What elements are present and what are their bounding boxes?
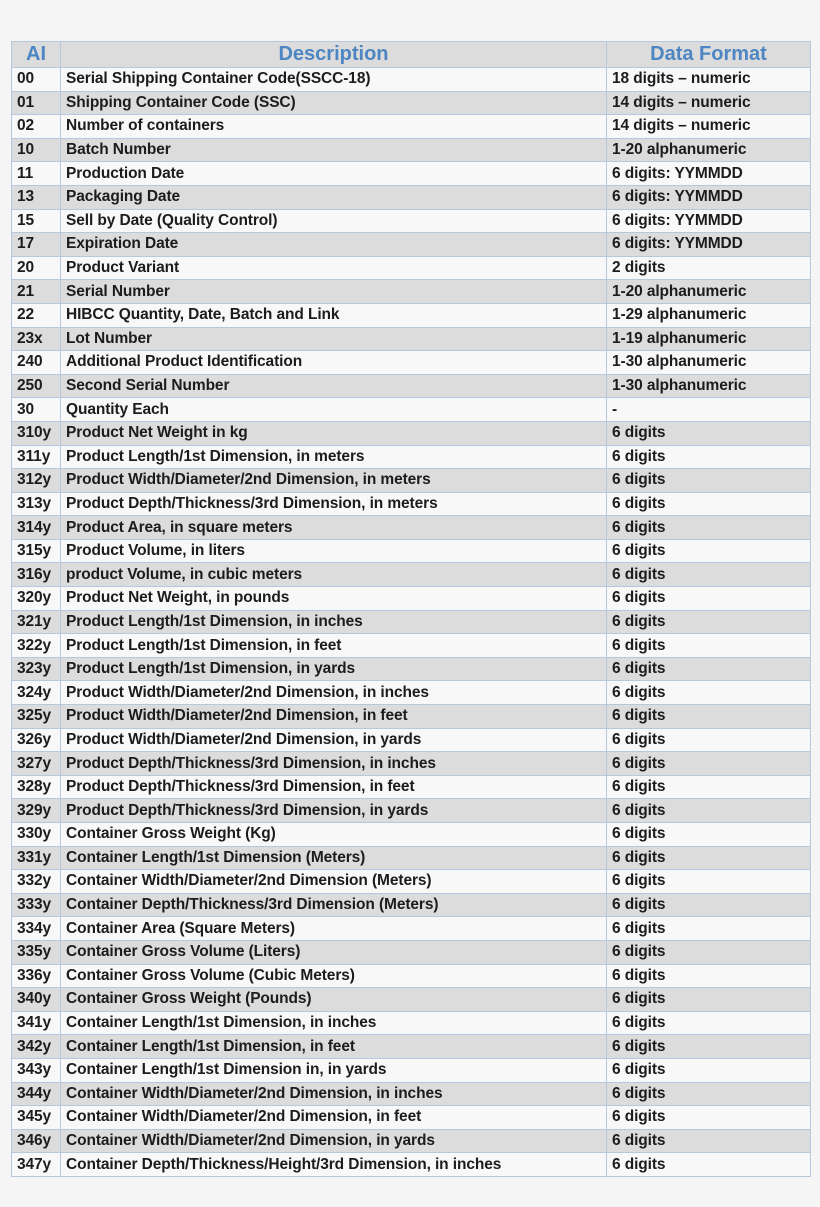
table-row bbox=[12, 1106, 811, 1130]
cell-data-format: 6 digits bbox=[607, 657, 811, 681]
cell-description: Container Length/1st Dimension, in inches bbox=[61, 1011, 607, 1035]
cell-data-format: 6 digits bbox=[607, 1035, 811, 1059]
cell-ai: 327y bbox=[12, 752, 61, 776]
header-description: Description bbox=[61, 42, 607, 68]
cell-data-format: 1-30 alphanumeric bbox=[607, 374, 811, 398]
table-row bbox=[12, 657, 811, 681]
cell-ai: 312y bbox=[12, 469, 61, 493]
cell-description: Container Length/1st Dimension, in feet bbox=[61, 1035, 607, 1059]
cell-data-format: 6 digits bbox=[607, 469, 811, 493]
table-row bbox=[12, 846, 811, 870]
cell-description: Product Width/Diameter/2nd Dimension, in yards bbox=[61, 728, 607, 752]
cell-data-format: 1-19 alphanumeric bbox=[607, 327, 811, 351]
cell-ai: 330y bbox=[12, 823, 61, 847]
cell-description: Container Gross Volume (Cubic Meters) bbox=[61, 964, 607, 988]
cell-data-format: 6 digits bbox=[607, 421, 811, 445]
cell-ai: 343y bbox=[12, 1058, 61, 1082]
cell-ai: 15 bbox=[12, 209, 61, 233]
table-row bbox=[12, 516, 811, 540]
table-row bbox=[12, 233, 811, 257]
table-row bbox=[12, 610, 811, 634]
cell-data-format: 6 digits: YYMMDD bbox=[607, 233, 811, 257]
table-row bbox=[12, 138, 811, 162]
cell-description: Lot Number bbox=[61, 327, 607, 351]
table-header-row bbox=[12, 42, 811, 68]
cell-ai: 21 bbox=[12, 280, 61, 304]
cell-description: product Volume, in cubic meters bbox=[61, 563, 607, 587]
cell-description: Product Width/Diameter/2nd Dimension, in inches bbox=[61, 681, 607, 705]
table-body bbox=[12, 68, 811, 1177]
cell-data-format: 1-20 alphanumeric bbox=[607, 280, 811, 304]
cell-data-format: 6 digits bbox=[607, 1129, 811, 1153]
cell-ai: 340y bbox=[12, 988, 61, 1012]
cell-data-format: 6 digits bbox=[607, 940, 811, 964]
cell-ai: 321y bbox=[12, 610, 61, 634]
cell-data-format: 6 digits bbox=[607, 775, 811, 799]
cell-data-format: 6 digits bbox=[607, 988, 811, 1012]
cell-data-format: 6 digits bbox=[607, 1058, 811, 1082]
cell-description: Container Width/Diameter/2nd Dimension, in yards bbox=[61, 1129, 607, 1153]
cell-ai: 325y bbox=[12, 705, 61, 729]
cell-ai: 335y bbox=[12, 940, 61, 964]
header-data-format: Data Format bbox=[607, 42, 811, 68]
cell-data-format: 6 digits bbox=[607, 705, 811, 729]
cell-description: Container Gross Volume (Liters) bbox=[61, 940, 607, 964]
cell-data-format: 1-20 alphanumeric bbox=[607, 138, 811, 162]
cell-data-format: - bbox=[607, 398, 811, 422]
table-row bbox=[12, 374, 811, 398]
table-row bbox=[12, 1082, 811, 1106]
table-row bbox=[12, 398, 811, 422]
cell-ai: 347y bbox=[12, 1153, 61, 1177]
cell-description: Product Variant bbox=[61, 256, 607, 280]
table-row bbox=[12, 1058, 811, 1082]
cell-ai: 310y bbox=[12, 421, 61, 445]
table-row bbox=[12, 940, 811, 964]
cell-data-format: 6 digits: YYMMDD bbox=[607, 209, 811, 233]
table-row bbox=[12, 1129, 811, 1153]
cell-ai: 323y bbox=[12, 657, 61, 681]
table-row bbox=[12, 1153, 811, 1177]
cell-description: Product Length/1st Dimension, in meters bbox=[61, 445, 607, 469]
cell-description: Product Length/1st Dimension, in inches bbox=[61, 610, 607, 634]
table-row bbox=[12, 775, 811, 799]
table-row bbox=[12, 445, 811, 469]
cell-description: Container Width/Diameter/2nd Dimension, in inches bbox=[61, 1082, 607, 1106]
cell-description: Product Depth/Thickness/3rd Dimension, in inches bbox=[61, 752, 607, 776]
table-row bbox=[12, 327, 811, 351]
table-row bbox=[12, 185, 811, 209]
cell-description: Sell by Date (Quality Control) bbox=[61, 209, 607, 233]
cell-ai: 10 bbox=[12, 138, 61, 162]
cell-ai: 30 bbox=[12, 398, 61, 422]
table-row bbox=[12, 91, 811, 115]
table-row bbox=[12, 705, 811, 729]
cell-data-format: 6 digits bbox=[607, 870, 811, 894]
table-row bbox=[12, 634, 811, 658]
cell-ai: 336y bbox=[12, 964, 61, 988]
header-ai: AI bbox=[12, 42, 61, 68]
cell-ai: 324y bbox=[12, 681, 61, 705]
cell-description: Product Width/Diameter/2nd Dimension, in meters bbox=[61, 469, 607, 493]
cell-ai: 322y bbox=[12, 634, 61, 658]
table-row bbox=[12, 115, 811, 139]
cell-description: Second Serial Number bbox=[61, 374, 607, 398]
cell-description: Production Date bbox=[61, 162, 607, 186]
table-row bbox=[12, 539, 811, 563]
cell-description: Product Length/1st Dimension, in yards bbox=[61, 657, 607, 681]
cell-description: Shipping Container Code (SSC) bbox=[61, 91, 607, 115]
cell-ai: 00 bbox=[12, 68, 61, 92]
cell-data-format: 6 digits bbox=[607, 1082, 811, 1106]
cell-description: Container Length/1st Dimension in, in yards bbox=[61, 1058, 607, 1082]
table-row bbox=[12, 728, 811, 752]
cell-ai: 342y bbox=[12, 1035, 61, 1059]
table-row bbox=[12, 799, 811, 823]
cell-description: Container Length/1st Dimension (Meters) bbox=[61, 846, 607, 870]
cell-ai: 250 bbox=[12, 374, 61, 398]
cell-description: Product Net Weight in kg bbox=[61, 421, 607, 445]
cell-data-format: 14 digits – numeric bbox=[607, 115, 811, 139]
cell-data-format: 1-30 alphanumeric bbox=[607, 351, 811, 375]
cell-data-format: 6 digits bbox=[607, 917, 811, 941]
cell-data-format: 6 digits bbox=[607, 823, 811, 847]
cell-description: HIBCC Quantity, Date, Batch and Link bbox=[61, 303, 607, 327]
cell-description: Container Area (Square Meters) bbox=[61, 917, 607, 941]
cell-ai: 311y bbox=[12, 445, 61, 469]
cell-ai: 334y bbox=[12, 917, 61, 941]
cell-data-format: 14 digits – numeric bbox=[607, 91, 811, 115]
cell-data-format: 6 digits bbox=[607, 1011, 811, 1035]
cell-data-format: 6 digits bbox=[607, 587, 811, 611]
cell-ai: 332y bbox=[12, 870, 61, 894]
cell-description: Container Depth/Thickness/Height/3rd Dimension, in inches bbox=[61, 1153, 607, 1177]
cell-ai: 326y bbox=[12, 728, 61, 752]
cell-description: Container Gross Weight (Pounds) bbox=[61, 988, 607, 1012]
cell-data-format: 6 digits bbox=[607, 1106, 811, 1130]
cell-description: Product Depth/Thickness/3rd Dimension, in yards bbox=[61, 799, 607, 823]
table-row bbox=[12, 162, 811, 186]
table-row bbox=[12, 280, 811, 304]
cell-description: Serial Shipping Container Code(SSCC-18) bbox=[61, 68, 607, 92]
cell-description: Expiration Date bbox=[61, 233, 607, 257]
cell-data-format: 6 digits bbox=[607, 563, 811, 587]
cell-data-format: 6 digits bbox=[607, 610, 811, 634]
cell-ai: 17 bbox=[12, 233, 61, 257]
cell-data-format: 6 digits: YYMMDD bbox=[607, 185, 811, 209]
table-row bbox=[12, 752, 811, 776]
cell-description: Serial Number bbox=[61, 280, 607, 304]
cell-data-format: 6 digits bbox=[607, 634, 811, 658]
cell-description: Product Area, in square meters bbox=[61, 516, 607, 540]
table-row bbox=[12, 964, 811, 988]
table-row bbox=[12, 351, 811, 375]
cell-ai: 341y bbox=[12, 1011, 61, 1035]
table-row bbox=[12, 893, 811, 917]
cell-description: Product Width/Diameter/2nd Dimension, in feet bbox=[61, 705, 607, 729]
cell-description: Additional Product Identification bbox=[61, 351, 607, 375]
table-row bbox=[12, 303, 811, 327]
cell-data-format: 6 digits: YYMMDD bbox=[607, 162, 811, 186]
application-identifier-table bbox=[11, 41, 811, 1177]
cell-ai: 316y bbox=[12, 563, 61, 587]
cell-ai: 314y bbox=[12, 516, 61, 540]
cell-ai: 22 bbox=[12, 303, 61, 327]
table-row bbox=[12, 563, 811, 587]
cell-data-format: 6 digits bbox=[607, 728, 811, 752]
cell-ai: 331y bbox=[12, 846, 61, 870]
cell-ai: 344y bbox=[12, 1082, 61, 1106]
cell-ai: 333y bbox=[12, 893, 61, 917]
cell-ai: 11 bbox=[12, 162, 61, 186]
cell-ai: 328y bbox=[12, 775, 61, 799]
cell-data-format: 18 digits – numeric bbox=[607, 68, 811, 92]
cell-data-format: 6 digits bbox=[607, 799, 811, 823]
cell-description: Quantity Each bbox=[61, 398, 607, 422]
cell-data-format: 6 digits bbox=[607, 492, 811, 516]
cell-ai: 320y bbox=[12, 587, 61, 611]
cell-description: Packaging Date bbox=[61, 185, 607, 209]
cell-description: Product Depth/Thickness/3rd Dimension, in meters bbox=[61, 492, 607, 516]
cell-data-format: 6 digits bbox=[607, 516, 811, 540]
table-row bbox=[12, 587, 811, 611]
cell-data-format: 6 digits bbox=[607, 539, 811, 563]
cell-data-format: 6 digits bbox=[607, 681, 811, 705]
cell-description: Number of containers bbox=[61, 115, 607, 139]
cell-data-format: 6 digits bbox=[607, 846, 811, 870]
table-row bbox=[12, 68, 811, 92]
table-row bbox=[12, 256, 811, 280]
table-row bbox=[12, 1035, 811, 1059]
cell-description: Product Depth/Thickness/3rd Dimension, in feet bbox=[61, 775, 607, 799]
cell-ai: 315y bbox=[12, 539, 61, 563]
table-row bbox=[12, 988, 811, 1012]
cell-description: Product Length/1st Dimension, in feet bbox=[61, 634, 607, 658]
cell-data-format: 6 digits bbox=[607, 1153, 811, 1177]
cell-ai: 23x bbox=[12, 327, 61, 351]
cell-description: Container Gross Weight (Kg) bbox=[61, 823, 607, 847]
cell-data-format: 6 digits bbox=[607, 752, 811, 776]
cell-description: Container Width/Diameter/2nd Dimension, in feet bbox=[61, 1106, 607, 1130]
cell-ai: 02 bbox=[12, 115, 61, 139]
table-row bbox=[12, 209, 811, 233]
cell-ai: 313y bbox=[12, 492, 61, 516]
cell-data-format: 6 digits bbox=[607, 445, 811, 469]
table-row bbox=[12, 917, 811, 941]
cell-ai: 01 bbox=[12, 91, 61, 115]
cell-ai: 345y bbox=[12, 1106, 61, 1130]
table-row bbox=[12, 870, 811, 894]
cell-data-format: 2 digits bbox=[607, 256, 811, 280]
table-row bbox=[12, 1011, 811, 1035]
cell-description: Container Depth/Thickness/3rd Dimension (Meters) bbox=[61, 893, 607, 917]
cell-ai: 240 bbox=[12, 351, 61, 375]
cell-description: Product Net Weight, in pounds bbox=[61, 587, 607, 611]
cell-description: Batch Number bbox=[61, 138, 607, 162]
table-row bbox=[12, 681, 811, 705]
cell-ai: 346y bbox=[12, 1129, 61, 1153]
cell-description: Product Volume, in liters bbox=[61, 539, 607, 563]
cell-data-format: 1-29 alphanumeric bbox=[607, 303, 811, 327]
table-row bbox=[12, 421, 811, 445]
cell-data-format: 6 digits bbox=[607, 964, 811, 988]
table-row bbox=[12, 823, 811, 847]
cell-data-format: 6 digits bbox=[607, 893, 811, 917]
table-row bbox=[12, 469, 811, 493]
cell-ai: 329y bbox=[12, 799, 61, 823]
cell-ai: 13 bbox=[12, 185, 61, 209]
cell-ai: 20 bbox=[12, 256, 61, 280]
cell-description: Container Width/Diameter/2nd Dimension (Meters) bbox=[61, 870, 607, 894]
table-row bbox=[12, 492, 811, 516]
